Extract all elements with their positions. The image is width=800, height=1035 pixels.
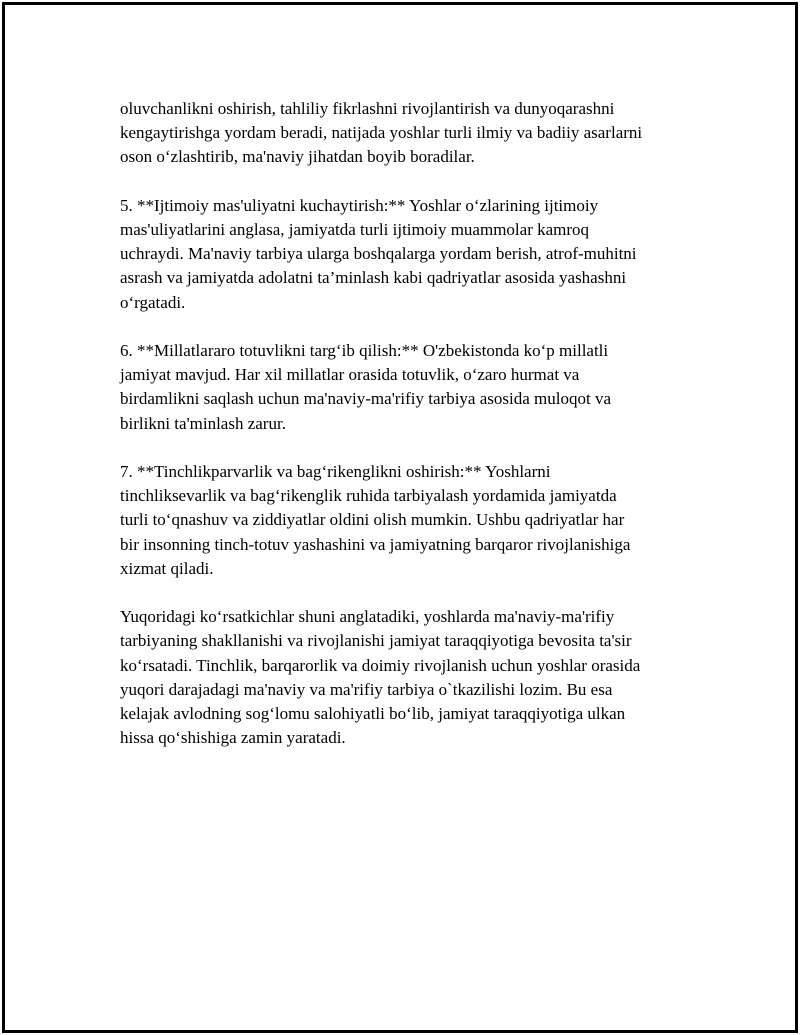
text-line: asrash va jamiyatda adolatni ta’minlash kabi qadriyatlar asosida yashashni: [120, 268, 627, 288]
paragraph-intro-continuation: [120, 97, 710, 170]
paragraph-item-6: [120, 339, 710, 436]
text-line: jamiyat mavjud. Har xil millatlar orasida totuvlik, o‘zaro hurmat va: [120, 365, 580, 385]
text-line: birdamlikni saqlash uchun ma'naviy-ma'rifiy tarbiya asosida muloqot va: [120, 389, 611, 409]
document-body: [120, 97, 710, 775]
text-line: kengaytirishga yordam beradi, natijada yoshlar turli ilmiy va badiiy asarlarni: [120, 123, 643, 143]
document-page: [2, 2, 798, 1033]
paragraph-item-5: [120, 194, 710, 315]
text-line: xizmat qiladi.: [120, 558, 214, 578]
text-line: uchraydi. Ma'naviy tarbiya ularga boshqalarga yordam berish, atrof-muhitni: [120, 244, 637, 264]
text-line: oson o‘zlashtirib, ma'naviy jihatdan boyib boradilar.: [120, 147, 475, 167]
text-line: 7. **Tinchlikparvarlik va bag‘rikenglikni oshirish:** Yoshlarni: [120, 462, 551, 481]
text-line: 6. **Millatlararo totuvlikni targ‘ib qilish:** O'zbekistonda ko‘p millatli: [120, 341, 609, 360]
text-line: bir insonning tinch-totuv yashashini va jamiyatning barqaror rivojlanishiga: [120, 534, 631, 554]
text-line: Yuqoridagi ko‘rsatkichlar shuni anglatadiki, yoshlarda ma'naviy-ma'rifiy: [120, 607, 615, 627]
text-line: yuqori darajadagi ma'naviy va ma'rifiy tarbiya o`tkazilishi lozim. Bu esa: [120, 679, 613, 699]
text-line: birlikni ta'minlash zarur.: [120, 413, 286, 433]
text-line: oluvchanlikni oshirish, tahliliy fikrlashni rivojlantirish va dunyoqarashni: [120, 99, 615, 118]
text-line: tinchliksevarlik va bag‘rikenglik ruhida tarbiyalash yordamida jamiyatda: [120, 486, 617, 506]
text-line: o‘rgatadi.: [120, 292, 186, 312]
text-line: mas'uliyatlarini anglasa, jamiyatda turli ijtimoiy muammolar kamroq: [120, 220, 590, 239]
text-line: hissa qo‘shishiga zamin yaratadi.: [120, 728, 346, 748]
paragraph-item-7: [120, 460, 710, 581]
text-line: tarbiyaning shakllanishi va rivojlanishi jamiyat taraqqiyotiga bevosita ta'sir: [120, 631, 632, 651]
text-line: 5. **Ijtimoiy mas'uliyatni kuchaytirish:** Yoshlar o‘zlarining ijtimoiy: [120, 195, 599, 215]
text-line: kelajak avlodning sog‘lomu salohiyatli bo‘lib, jamiyat taraqqiyotiga ulkan: [120, 704, 626, 724]
text-line: turli to‘qnashuv va ziddiyatlar oldini olish mumkin. Ushbu qadriyatlar har: [120, 510, 625, 530]
text-line: ko‘rsatadi. Tinchlik, barqarorlik va doimiy rivojlanish uchun yoshlar orasida: [120, 655, 641, 675]
paragraph-conclusion: [120, 605, 710, 750]
